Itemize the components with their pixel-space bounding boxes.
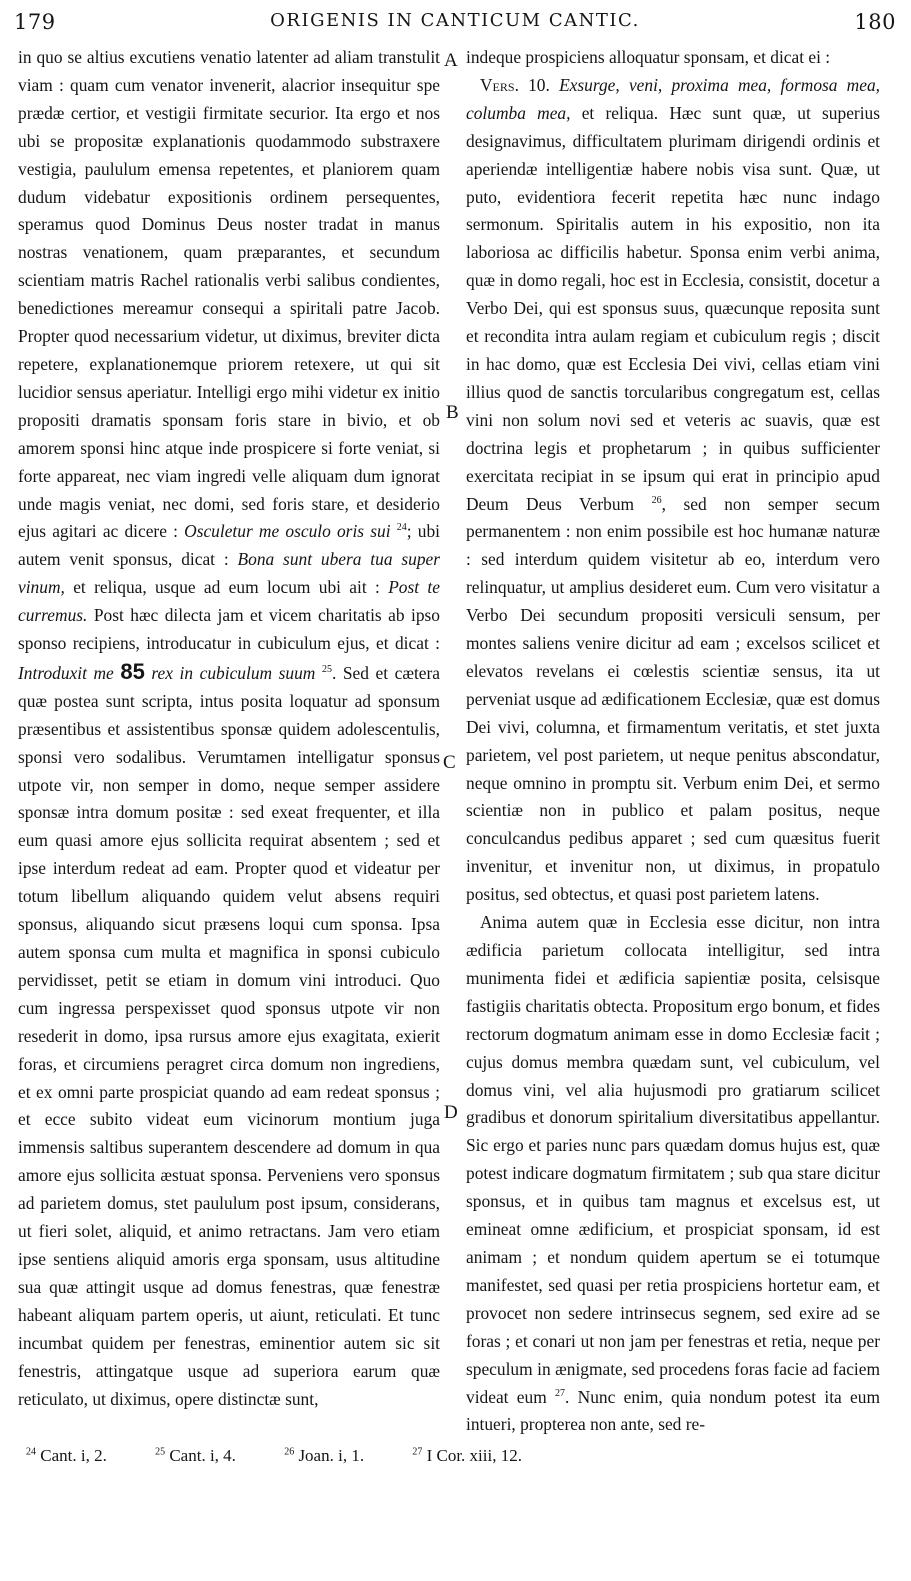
footnote	[284, 1446, 386, 1465]
text-run: in quo se altius excutiens venatio latenter ad aliam transtulit viam : quam cum venator invenerit, alacrior insequitur spe prædæ certior, et vestigii firmitate securior. Ita ergo et nos ubi se propositæ explanationis quodammodo substraxere vestigia, paululum emensa repetentes, et planiorem quam dudum videbatur expositionis ordinem persequentes, speramus quod Dominus Deus noster tradat in manus nostras venationem, quam præparantes, et secundum scientiam matris Rachel rationalis verbi salibus condientes, benedictiones mereamur consequi a spiritali patre Jacob. Propter quod necessarium videtur, ut diximus, breviter dicta repetere, explanationemque priorem retexere, ut qui sit lucidior sensus aperiatur. Intelligi ergo mihi videtur ex initio propositi dramatis sponsam foris stare in bivio, et ob amorem sponsi hinc atque inde prospicere si forte veniat, si forte appareat, nec viam ingredi velle aliquam dum ignorat unde magis veniat, nec domi, sed foris stare, et desiderio ejus agitari ac dicere :	[18, 47, 440, 542]
page-header	[14, 6, 896, 36]
quotation: Bona sunt ubera tua super vinum,	[18, 549, 440, 598]
footnote-text: Cant. i, 4.	[169, 1446, 236, 1465]
running-title: ORIGENIS IN CANTICUM CANTIC.	[270, 10, 640, 31]
quotation: Osculetur me osculo oris sui	[184, 521, 391, 542]
right-paragraph-3	[466, 909, 880, 1439]
text-run: ; ubi autem venit sponsus, dicat :	[18, 521, 440, 570]
margin-marker-a: A	[444, 50, 458, 71]
footnote-text: Joan. i, 1.	[298, 1446, 365, 1465]
quotation: Introduxit me	[18, 662, 114, 683]
footnote-ref: 27	[555, 1387, 566, 1399]
quotation: Exsurge, veni, proxima mea, formosa mea, columba mea,	[466, 74, 880, 123]
page-number-right: 180	[854, 10, 896, 34]
footnote-ref: 26	[651, 494, 662, 506]
text-run: et reliqua. Hæc sunt quæ, ut superius designavimus, difficultatem plurimam dirigendi ordinis et aperiendæ intelligentiæ habere nobis visa sunt. Quæ, ut puto, evidentiora fecerit repetita hæc nunc indago sermonum. Spiritalis autem in his expositio, non ita laboriosa ac difficilis habetur. Sponsa enim verbi anima, quæ in domo regali, hoc est in Ecclesia, consistit, docetur a Verbo Dei, qui est sponsus suus, quæcunque reposita sunt et recondita intra aulam regiam et cubiculum regis ; discit in hac domo, quæ est Ecclesia Dei vivi, cellas etiam vini illius quod de sanctis torcularibus congregatum est, cellas vini non solum novi sed et veteris ac suavis, quæ est doctrina legis et prophetarum ; in quibus sufficienter exercitata recipiat in se ipsum qui erat in principio apud Deum Deus Verbum	[466, 102, 880, 514]
margin-marker-c: C	[443, 752, 456, 773]
page-number-left: 179	[14, 10, 56, 34]
left-column	[18, 44, 440, 1413]
footnote-ref: 25	[321, 664, 332, 676]
footnote-text: Cant. i, 2.	[40, 1446, 107, 1465]
text-run: et reliqua, usque ad eum locum ubi ait :	[64, 577, 389, 598]
footnote-number: 26	[284, 1446, 295, 1458]
text-run: Post hæc dilecta jam et vicem charitatis ab ipso sponso recipiens, introducatur in cubiculum ejus, et dicat :	[18, 605, 440, 654]
footnote-number: 25	[155, 1446, 166, 1458]
right-paragraph-1: indeque prospiciens alloquatur sponsam, et dicat ei :	[466, 47, 831, 67]
footnotes	[26, 1446, 566, 1466]
text-run: Anima autem quæ in Ecclesia esse dicitur, non intra ædificia parietum collocata intelligitur, sed intra munimenta fidei et ædificia sapientiæ posita, celsisque fastigiis charitatis obtecta. Propositum ergo bonum, et fides rectorum dogmatum animam esse in domo Ecclesiæ facit ; cujus domus membra quædam sunt, vel cubiculum, vel domus vini, vel alia hujusmodi pro gratiarum scilicet gradibus et donorum spiritalium diversitatibus appellantur. Sic ergo et paries nunc pars quædam domus hujus est, quæ potest indicare dogmatum firmitatem ; sub qua stare dicitur sponsus, et in quibus tam magnus et excelsus est, ut emineat omne ædificium, et prospiciat sponsam, id est animam ; et nondum quidem apertum se ei totumque manifestet, sed quasi per retia prospiciens hortetur eam, et provocet non sedere intrinsecus segnem, sed exire ad se foras ; et conari ut non jam per fenestras et retia, neque per speculum in ænigmate, sed procedens foras facie ad faciem videat eum	[466, 912, 880, 1407]
verse-label: Vers. 10.	[480, 74, 550, 95]
right-paragraph-2	[466, 72, 880, 909]
text-run: , sed non semper secum permanentem : non enim possibile est hoc humanæ naturæ : sed interdum quidem visitetur ab eo, interdum vero relinquatur, ut amplius desideret eum. Cum vero visitatur a Verbo Dei secundum propositi versiculi sensum, per montes saliens venire dicitur ad eam ; excelsos scilicet et elevatos revelans ei cœlestis scientiæ sensus, ita ut perveniat usque ad ædificationem Ecclesiæ, quæ est domus Dei vivi, columna, et firmamentum veritatis, et stet juxta parietem, vel post parietem, ut neque penitus abscondatur, neque omnino in promptu sit. Verbum enim Dei, et sermo scientiæ non in publico et palam positus, neque conculcandus pedibus apparet ; sed cum quæsitus fuerit invenitur, et invenitur non, ut diximus, in propatulo positus, sed obtectus, et quasi post parietem latens.	[466, 493, 881, 905]
right-column	[466, 44, 880, 1439]
footnote	[412, 1446, 544, 1465]
quotation: rex in cubiculum suum	[151, 662, 316, 683]
quotation: Post te curremus.	[18, 577, 440, 626]
migne-column-number: 85	[120, 658, 145, 684]
footnote-text: I Cor. xiii, 12.	[426, 1446, 522, 1465]
footnote-ref: 24	[396, 522, 407, 534]
footnote	[155, 1446, 258, 1465]
footnote	[26, 1446, 129, 1465]
footnote-number: 24	[26, 1446, 36, 1458]
left-paragraph	[18, 44, 440, 1413]
text-run: . Nunc enim, quia nondum potest ita eum intueri, propterea non ante, sed re-	[466, 1386, 880, 1435]
margin-marker-d: D	[444, 1102, 458, 1123]
text-run: . Sed et cætera quæ postea sunt scripta, intus posita loquatur ad sponsum præsentibus et assistentibus sponsæ quidem adolescentulis, sponsi vero sodalibus. Verumtamen intelligatur sponsus utpote vir, non semper in domo, neque semper assidere sponsæ intra domum positæ : sed exeat frequenter, et illa eum quasi amore ejus sollicita requirat absentem ; sed et ipse interdum redeat ad eam. Propter quod et videatur per totum libellum aliquando quidem velut absens requiri sponsus, aliquando sicut præsens loqui cum sponsa. Ipsa autem sponsa cum multa et magnifica in sponsi cubiculo pervidisset, petit se etiam in domum vini introduci. Quo cum ingressa perspexisset quod sponsus utpote vir non resederit in domo, ipsa rursus amore ejus exagitata, exierit foras, et circumiens peragret circa domum non ingrediens, et ex omni parte prospiciat quando ad eam redeat sponsus ; et ecce subito videat eum vicinorum montium juga immensis saltibus superantem descendere ad domum in qua amore ejus sollicita æstuat sponsa. Perveniens vero sponsus ad parietem domus, stet paululum post ipsum, considerans, ut fieri solet, aliquid, et animo retractans. Jam vero etiam ipse sentiens aliquid amoris erga sponsam, usus altitudine sua quæ attingit usque ad domus fenestras, quæ fenestræ habeant aliquam partem operis, ut aiunt, reticulati. Et tunc incumbat quidem per fenestras, eminentior autem sic sit fenestris, attingatque usque ad superiora earum quæ reticulato, ut diximus, opere distinctæ sunt,	[18, 662, 440, 1409]
margin-marker-b: B	[446, 402, 459, 423]
footnote-number: 27	[412, 1446, 423, 1458]
